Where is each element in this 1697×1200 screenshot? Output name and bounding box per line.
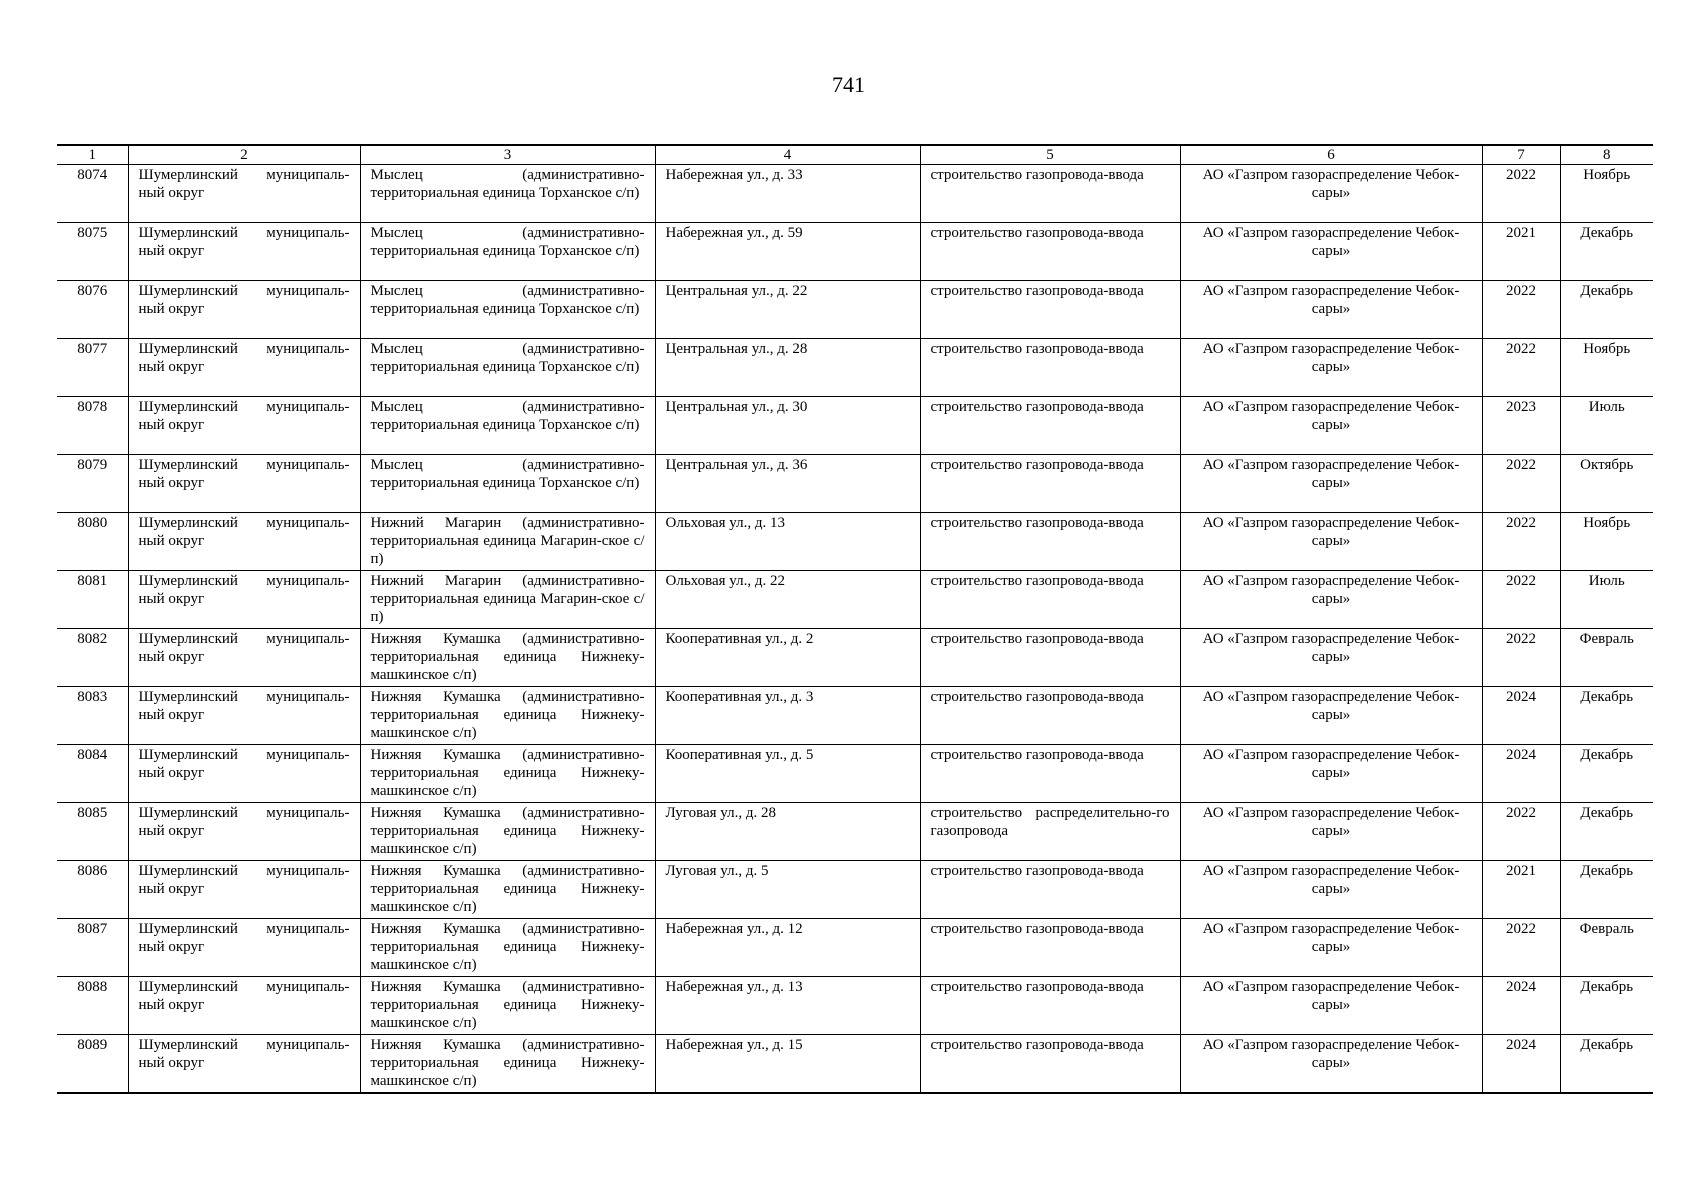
registry-table [57,144,1653,1094]
cell-year: 2022 [1482,339,1560,397]
cell-number: 8075 [57,223,128,281]
cell-organization: АО «Газпром газораспределение Чебок-сары» [1180,977,1482,1035]
cell-month: Февраль [1560,629,1653,687]
cell-month: Декабрь [1560,861,1653,919]
cell-settlement: Нижняя Кумашка (административно-территориальная единица Нижнеку-машкинское с/п) [360,629,655,687]
table-row [57,397,1653,455]
cell-month: Декабрь [1560,977,1653,1035]
cell-work-type: строительство газопровода-ввода [920,223,1180,281]
cell-district: Шумерлинский муниципаль-ный округ [128,281,360,339]
cell-district: Шумерлинский муниципаль-ный округ [128,629,360,687]
cell-address: Кооперативная ул., д. 2 [655,629,920,687]
cell-district: Шумерлинский муниципаль-ный округ [128,223,360,281]
cell-settlement: Нижний Магарин (административно-территориальная единица Магарин-ское с/п) [360,571,655,629]
cell-district: Шумерлинский муниципаль-ный округ [128,1035,360,1094]
table-body [57,165,1653,1094]
cell-month: Декабрь [1560,687,1653,745]
cell-year: 2022 [1482,629,1560,687]
cell-address: Центральная ул., д. 22 [655,281,920,339]
table-row [57,629,1653,687]
table-row [57,339,1653,397]
cell-year: 2023 [1482,397,1560,455]
cell-number: 8074 [57,165,128,223]
cell-settlement: Мыслец (административно-территориальная единица Торханское с/п) [360,339,655,397]
cell-district: Шумерлинский муниципаль-ный округ [128,455,360,513]
cell-year: 2024 [1482,977,1560,1035]
cell-work-type: строительство газопровода-ввода [920,281,1180,339]
header-row [57,145,1653,165]
cell-work-type: строительство газопровода-ввода [920,977,1180,1035]
cell-address: Набережная ул., д. 33 [655,165,920,223]
page-number: 741 [832,72,865,97]
cell-settlement: Нижняя Кумашка (административно-территориальная единица Нижнеку-машкинское с/п) [360,977,655,1035]
column-header-7: 7 [1482,145,1560,165]
table-row [57,281,1653,339]
table-row [57,977,1653,1035]
cell-address: Луговая ул., д. 5 [655,861,920,919]
table-row [57,1035,1653,1094]
cell-address: Кооперативная ул., д. 3 [655,687,920,745]
cell-address: Центральная ул., д. 30 [655,397,920,455]
cell-number: 8077 [57,339,128,397]
cell-organization: АО «Газпром газораспределение Чебок-сары» [1180,281,1482,339]
cell-organization: АО «Газпром газораспределение Чебок-сары» [1180,803,1482,861]
table-row [57,513,1653,571]
cell-work-type: строительство газопровода-ввода [920,687,1180,745]
cell-month: Декабрь [1560,1035,1653,1094]
cell-month: Ноябрь [1560,339,1653,397]
cell-organization: АО «Газпром газораспределение Чебок-сары» [1180,223,1482,281]
cell-address: Кооперативная ул., д. 5 [655,745,920,803]
cell-organization: АО «Газпром газораспределение Чебок-сары» [1180,165,1482,223]
table-row [57,455,1653,513]
cell-work-type: строительство газопровода-ввода [920,919,1180,977]
cell-work-type: строительство газопровода-ввода [920,745,1180,803]
cell-address: Набережная ул., д. 59 [655,223,920,281]
cell-address: Набережная ул., д. 13 [655,977,920,1035]
cell-district: Шумерлинский муниципаль-ный округ [128,513,360,571]
cell-address: Центральная ул., д. 36 [655,455,920,513]
cell-work-type: строительство распределительно-го газопровода [920,803,1180,861]
cell-organization: АО «Газпром газораспределение Чебок-сары» [1180,745,1482,803]
cell-address: Центральная ул., д. 28 [655,339,920,397]
cell-month: Февраль [1560,919,1653,977]
cell-month: Июль [1560,397,1653,455]
table-row [57,861,1653,919]
cell-year: 2022 [1482,455,1560,513]
cell-work-type: строительство газопровода-ввода [920,339,1180,397]
cell-month: Декабрь [1560,281,1653,339]
cell-number: 8079 [57,455,128,513]
column-header-4: 4 [655,145,920,165]
cell-number: 8083 [57,687,128,745]
cell-address: Набережная ул., д. 12 [655,919,920,977]
cell-district: Шумерлинский муниципаль-ный округ [128,745,360,803]
column-header-6: 6 [1180,145,1482,165]
cell-district: Шумерлинский муниципаль-ный округ [128,687,360,745]
cell-year: 2022 [1482,165,1560,223]
cell-work-type: строительство газопровода-ввода [920,1035,1180,1094]
cell-organization: АО «Газпром газораспределение Чебок-сары» [1180,861,1482,919]
cell-organization: АО «Газпром газораспределение Чебок-сары» [1180,513,1482,571]
cell-organization: АО «Газпром газораспределение Чебок-сары» [1180,397,1482,455]
cell-year: 2022 [1482,571,1560,629]
cell-settlement: Нижняя Кумашка (административно-территориальная единица Нижнеку-машкинское с/п) [360,687,655,745]
table-header [57,145,1653,165]
table-row [57,571,1653,629]
cell-settlement: Нижний Магарин (административно-территориальная единица Магарин-ское с/п) [360,513,655,571]
cell-settlement: Мыслец (административно-территориальная единица Торханское с/п) [360,165,655,223]
cell-organization: АО «Газпром газораспределение Чебок-сары» [1180,571,1482,629]
cell-district: Шумерлинский муниципаль-ный округ [128,861,360,919]
table-row [57,803,1653,861]
cell-month: Ноябрь [1560,165,1653,223]
cell-year: 2021 [1482,223,1560,281]
table-row [57,745,1653,803]
table-row [57,223,1653,281]
cell-organization: АО «Газпром газораспределение Чебок-сары» [1180,455,1482,513]
cell-year: 2022 [1482,513,1560,571]
cell-number: 8082 [57,629,128,687]
cell-month: Июль [1560,571,1653,629]
cell-settlement: Нижняя Кумашка (административно-территориальная единица Нижнеку-машкинское с/п) [360,919,655,977]
cell-district: Шумерлинский муниципаль-ный округ [128,977,360,1035]
cell-district: Шумерлинский муниципаль-ный округ [128,397,360,455]
cell-number: 8086 [57,861,128,919]
cell-organization: АО «Газпром газораспределение Чебок-сары» [1180,339,1482,397]
cell-number: 8084 [57,745,128,803]
column-header-1: 1 [57,145,128,165]
cell-organization: АО «Газпром газораспределение Чебок-сары» [1180,687,1482,745]
cell-district: Шумерлинский муниципаль-ный округ [128,803,360,861]
cell-organization: АО «Газпром газораспределение Чебок-сары» [1180,629,1482,687]
cell-organization: АО «Газпром газораспределение Чебок-сары» [1180,1035,1482,1094]
cell-work-type: строительство газопровода-ввода [920,571,1180,629]
cell-settlement: Нижняя Кумашка (административно-территориальная единица Нижнеку-машкинское с/п) [360,861,655,919]
column-header-3: 3 [360,145,655,165]
cell-year: 2024 [1482,745,1560,803]
cell-number: 8081 [57,571,128,629]
cell-year: 2022 [1482,919,1560,977]
cell-settlement: Мыслец (административно-территориальная единица Торханское с/п) [360,397,655,455]
cell-year: 2021 [1482,861,1560,919]
cell-number: 8088 [57,977,128,1035]
cell-district: Шумерлинский муниципаль-ный округ [128,165,360,223]
column-header-5: 5 [920,145,1180,165]
cell-district: Шумерлинский муниципаль-ный округ [128,339,360,397]
cell-settlement: Нижняя Кумашка (административно-территориальная единица Нижнеку-машкинское с/п) [360,745,655,803]
cell-organization: АО «Газпром газораспределение Чебок-сары» [1180,919,1482,977]
cell-work-type: строительство газопровода-ввода [920,629,1180,687]
cell-month: Декабрь [1560,745,1653,803]
table-row [57,687,1653,745]
cell-work-type: строительство газопровода-ввода [920,165,1180,223]
cell-work-type: строительство газопровода-ввода [920,455,1180,513]
table-row [57,165,1653,223]
cell-month: Ноябрь [1560,513,1653,571]
cell-settlement: Мыслец (административно-территориальная единица Торханское с/п) [360,281,655,339]
column-header-8: 8 [1560,145,1653,165]
cell-number: 8080 [57,513,128,571]
cell-year: 2022 [1482,803,1560,861]
cell-year: 2024 [1482,1035,1560,1094]
cell-month: Декабрь [1560,803,1653,861]
cell-address: Ольховая ул., д. 22 [655,571,920,629]
cell-district: Шумерлинский муниципаль-ный округ [128,919,360,977]
cell-work-type: строительство газопровода-ввода [920,861,1180,919]
cell-number: 8078 [57,397,128,455]
cell-year: 2022 [1482,281,1560,339]
cell-settlement: Нижняя Кумашка (административно-территориальная единица Нижнеку-машкинское с/п) [360,1035,655,1094]
cell-address: Набережная ул., д. 15 [655,1035,920,1094]
cell-settlement: Мыслец (административно-территориальная единица Торханское с/п) [360,455,655,513]
column-header-2: 2 [128,145,360,165]
table-row [57,919,1653,977]
cell-number: 8087 [57,919,128,977]
cell-settlement: Мыслец (административно-территориальная единица Торханское с/п) [360,223,655,281]
cell-year: 2024 [1482,687,1560,745]
cell-month: Декабрь [1560,223,1653,281]
cell-district: Шумерлинский муниципаль-ный округ [128,571,360,629]
cell-address: Ольховая ул., д. 13 [655,513,920,571]
cell-number: 8085 [57,803,128,861]
cell-address: Луговая ул., д. 28 [655,803,920,861]
cell-settlement: Нижняя Кумашка (административно-территориальная единица Нижнеку-машкинское с/п) [360,803,655,861]
cell-work-type: строительство газопровода-ввода [920,513,1180,571]
cell-number: 8089 [57,1035,128,1094]
cell-number: 8076 [57,281,128,339]
cell-work-type: строительство газопровода-ввода [920,397,1180,455]
cell-month: Октябрь [1560,455,1653,513]
